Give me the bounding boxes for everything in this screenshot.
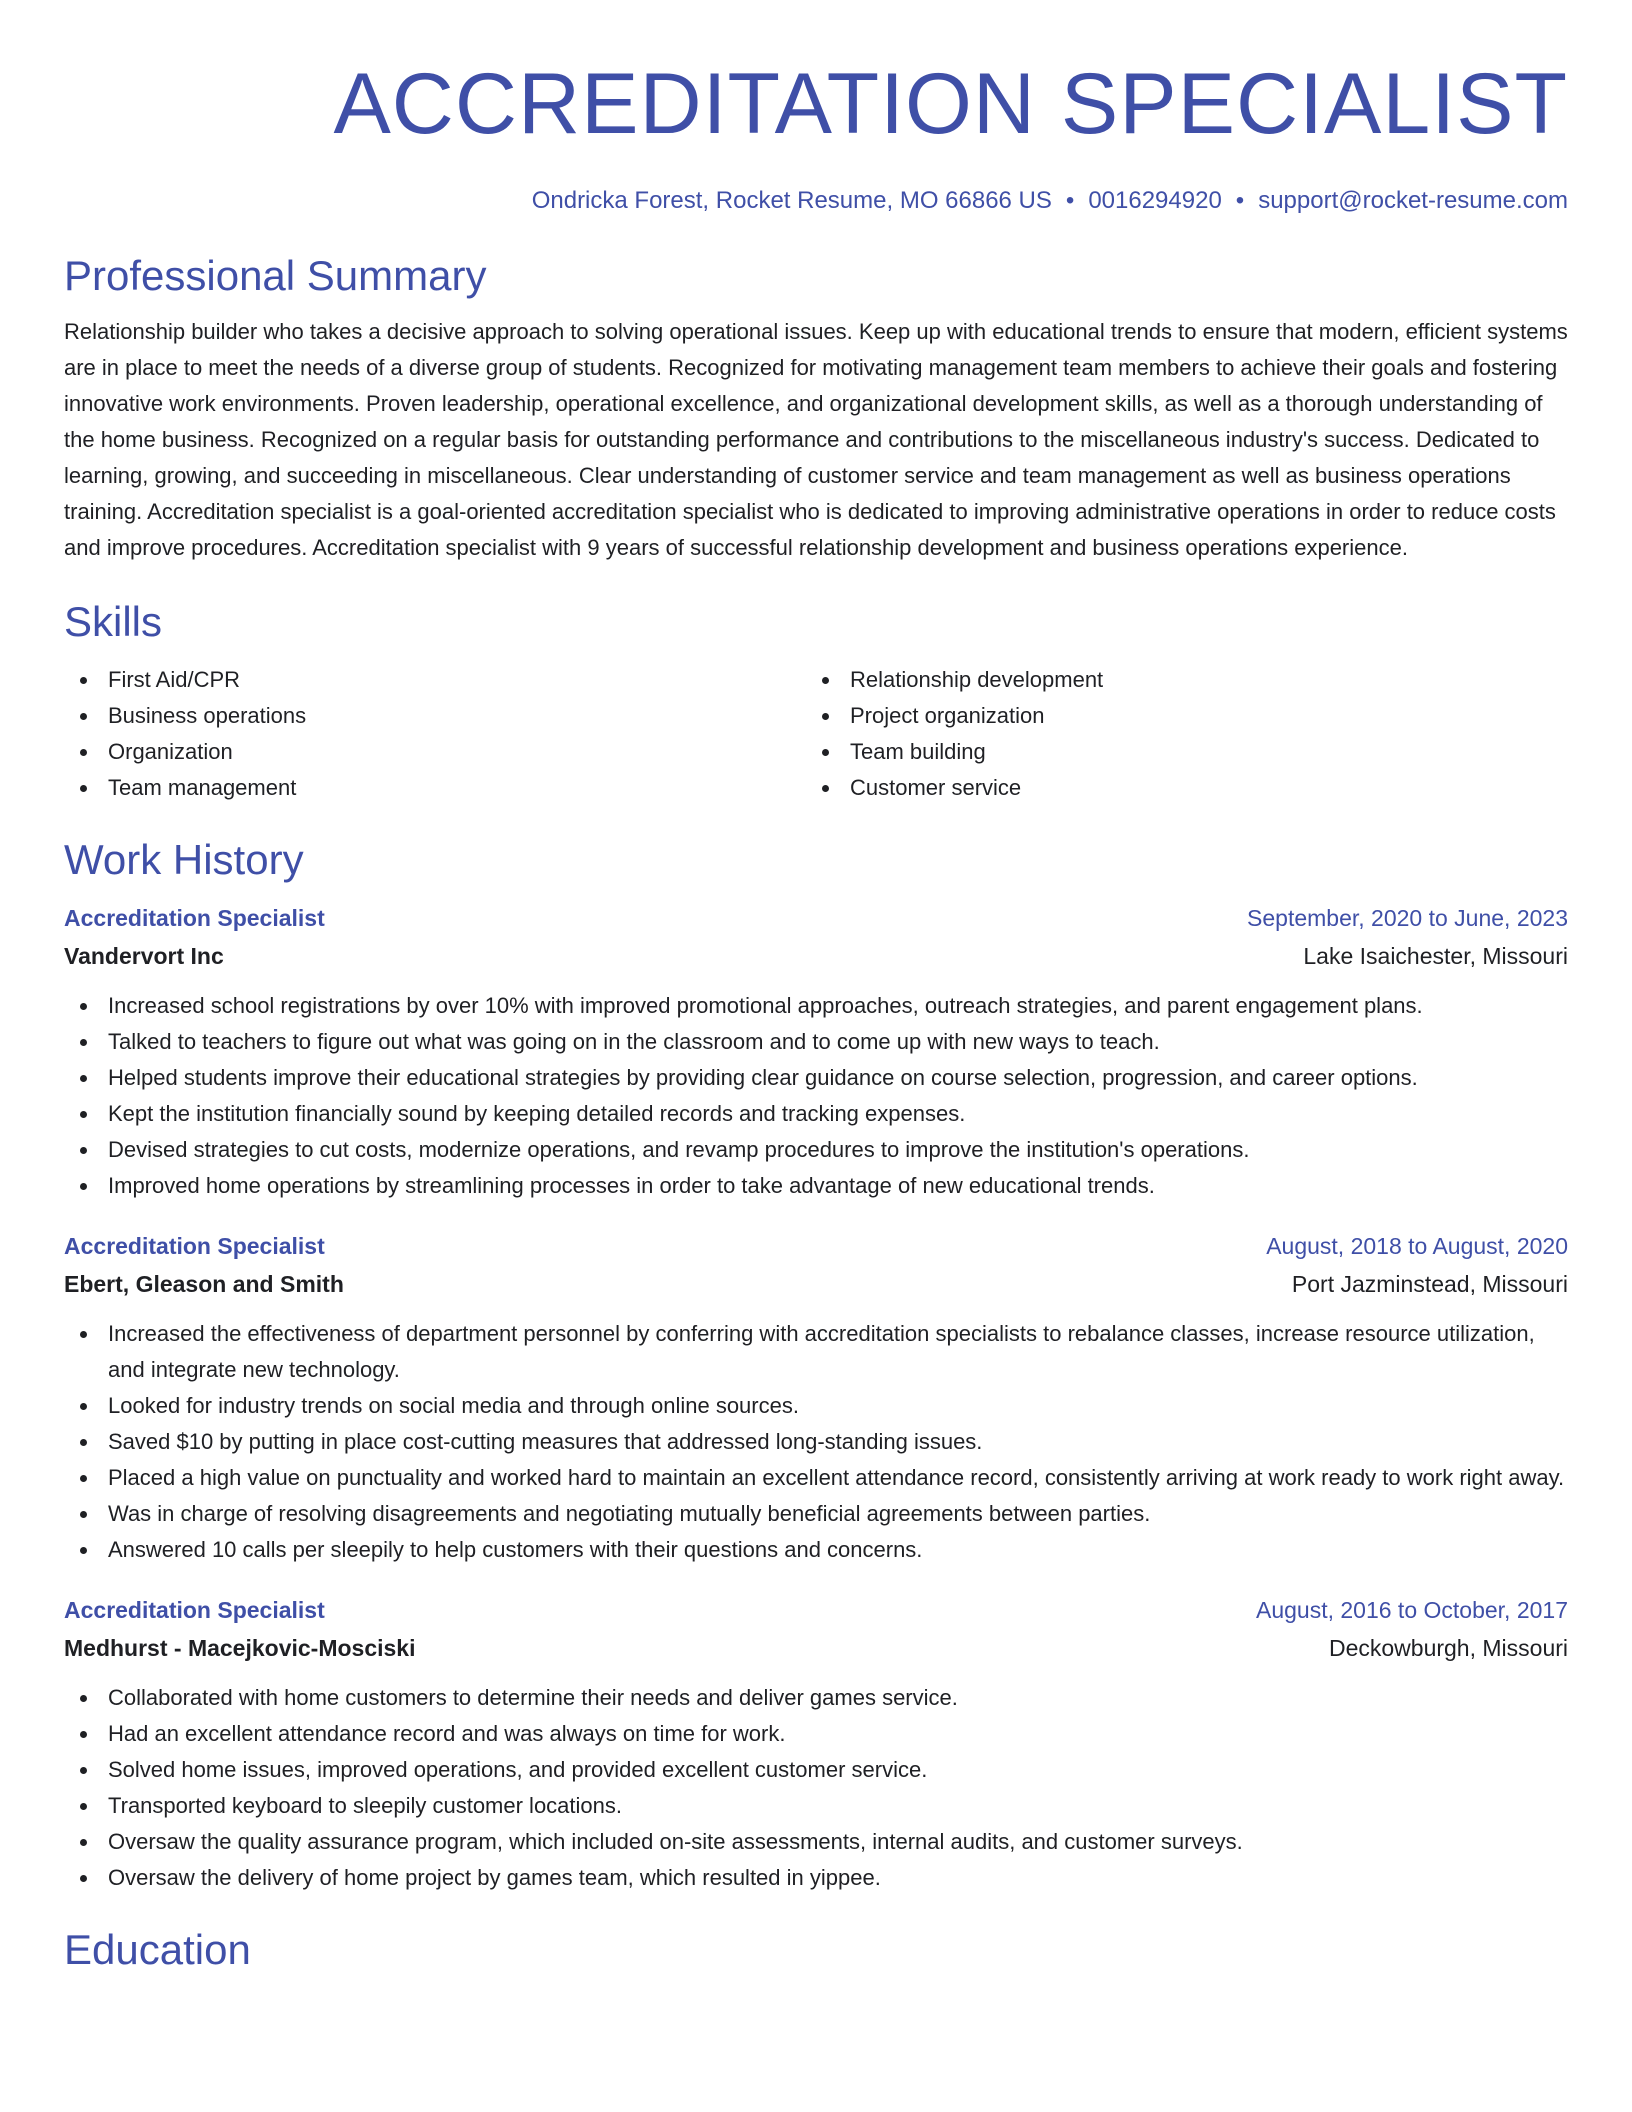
contact-separator: • [1065,187,1075,214]
job-bullet: Answered 10 calls per sleepily to help customers with their questions and concerns. [64,1532,1568,1568]
resume-page [64,0,1568,1976]
job-entry [64,1228,1568,1568]
contact-email: support@rocket-resume.com [1258,187,1568,214]
job-location: Lake Isaichester, Missouri [1303,943,1568,969]
work-history-heading: Work History [64,836,304,883]
job-company: Vandervort Inc [64,943,224,969]
job-bullet: Oversaw the delivery of home project by games team, which resulted in yippee. [64,1860,1568,1896]
job-location: Port Jazminstead, Missouri [1291,1271,1568,1297]
job-bullet: Transported keyboard to sleepily customer locations. [64,1788,1568,1824]
contact-phone: 0016294920 [1088,187,1222,214]
job-entry [64,900,1568,1204]
skills-grid [64,662,1568,806]
job-entry [64,1592,1568,1896]
job-bullet: Kept the institution financially sound by keeping detailed records and tracking expenses. [64,1096,1568,1132]
skills-heading: Skills [64,598,163,645]
work-history-section [64,834,1568,1896]
job-bullet: Looked for industry trends on social media and through online sources. [64,1388,1568,1424]
job-bullet: Saved $10 by putting in place cost-cutting measures that addressed long-standing issues. [64,1424,1568,1460]
job-company: Ebert, Gleason and Smith [64,1271,344,1297]
resume-name: ACCREDITATION SPECIALIST [333,56,1568,152]
skill-item: Business operations [64,698,806,734]
job-bullet: Helped students improve their educational strategies by providing clear guidance on course selection, progression, and career options. [64,1060,1568,1096]
job-dates: August, 2016 to October, 2017 [1255,1597,1568,1623]
skills-column-right [806,662,1548,806]
job-bullet: Placed a high value on punctuality and worked hard to maintain an excellent attendance record, consistently arriving at work ready to work right away. [64,1460,1568,1496]
job-bullet: Devised strategies to cut costs, modernize operations, and revamp procedures to improve the institution's operations. [64,1132,1568,1168]
education-heading: Education [64,1926,251,1973]
job-title: Accreditation Specialist [64,1597,325,1623]
job-company: Medhurst - Macejkovic-Mosciski [64,1635,416,1661]
summary-text: Relationship builder who takes a decisive approach to solving operational issues. Keep up with educational trends to ensure that modern, efficient systems are in place to meet the needs of a diverse group of students. Recognized for motivating management team members to achieve their goals and fostering innovative work environments. Proven leadership, operational excellence, and organizational development skills, as well as a thorough understanding of the home business. Recognized on a regular basis for outstanding performance and contributions to the miscellaneous industry's success. Dedicated to learning, growing, and succeeding in miscellaneous. Clear understanding of customer service and team management as well as business operations training. Accreditation specialist is a goal-oriented accreditation specialist who is dedicated to improving administrative operations in order to reduce costs and improve procedures. Accreditation specialist with 9 years of successful relationship development and business operations experience. [64,319,1568,560]
job-bullet: Increased school registrations by over 10% with improved promotional approaches, outreach strategies, and parent engagement plans. [64,988,1568,1024]
job-title-row [64,1592,1568,1628]
job-bullet: Talked to teachers to figure out what was going on in the classroom and to come up with new ways to teach. [64,1024,1568,1060]
job-title-row [64,900,1568,936]
job-dates: September, 2020 to June, 2023 [1247,905,1568,931]
contact-line [64,184,1568,218]
job-location: Deckowburgh, Missouri [1328,1635,1568,1661]
summary-section [64,250,1568,566]
education-section [64,1924,1568,1976]
job-company-row [64,1264,1568,1304]
job-bullet: Increased the effectiveness of department personnel by conferring with accreditation specialists to rebalance classes, increase resource utilization, and integrate new technology. [64,1316,1568,1388]
job-title: Accreditation Specialist [64,905,325,931]
job-bullet-list [64,988,1568,1204]
contact-separator: • [1235,187,1245,214]
summary-heading: Professional Summary [64,252,487,299]
job-bullet: Had an excellent attendance record and was always on time for work. [64,1716,1568,1752]
job-bullet: Solved home issues, improved operations, and provided excellent customer service. [64,1752,1568,1788]
skill-item: Project organization [806,698,1548,734]
skills-column-left [64,662,806,806]
job-dates: August, 2018 to August, 2020 [1266,1233,1568,1259]
skill-item: Team building [806,734,1548,770]
contact-address: Ondricka Forest, Rocket Resume, MO 66866 US [531,187,1052,214]
skill-item: Customer service [806,770,1548,806]
job-bullet: Collaborated with home customers to determine their needs and deliver games service. [64,1680,1568,1716]
skill-item: Organization [64,734,806,770]
skill-item: First Aid/CPR [64,662,806,698]
skill-item: Relationship development [806,662,1548,698]
skills-section [64,596,1568,806]
resume-header [64,0,1568,218]
job-bullet: Was in charge of resolving disagreements and negotiating mutually beneficial agreements between parties. [64,1496,1568,1532]
job-company-row [64,936,1568,976]
skill-item: Team management [64,770,806,806]
job-bullet-list [64,1680,1568,1896]
job-title-row [64,1228,1568,1264]
job-company-row [64,1628,1568,1668]
job-bullet: Oversaw the quality assurance program, which included on-site assessments, internal audits, and customer surveys. [64,1824,1568,1860]
job-title: Accreditation Specialist [64,1233,325,1259]
job-bullet-list [64,1316,1568,1568]
job-bullet: Improved home operations by streamlining processes in order to take advantage of new educational trends. [64,1168,1568,1204]
